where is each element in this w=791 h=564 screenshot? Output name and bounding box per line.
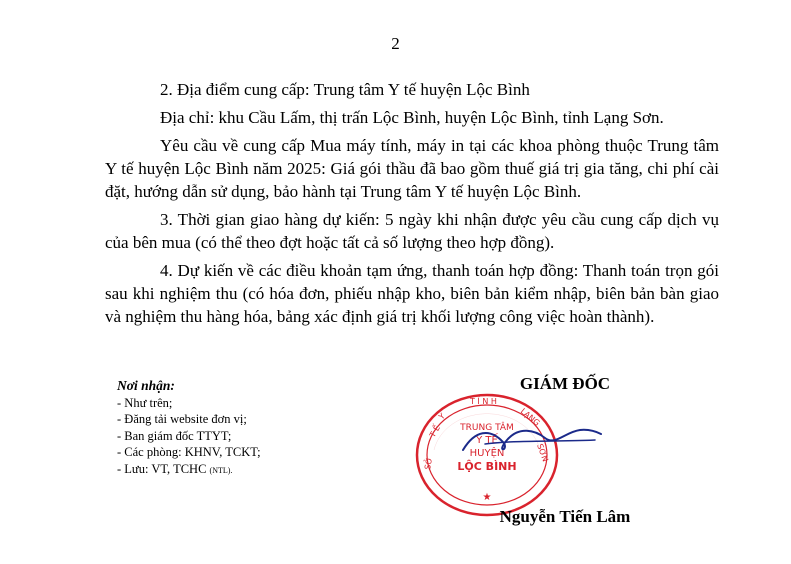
recipient-item: - Ban giám đốc TTYT; [117, 428, 232, 443]
svg-text:★: ★ [482, 492, 492, 503]
handwritten-signature [455, 420, 605, 460]
paragraph-payment-terms: 4. Dự kiến về các điều khoản tạm ứng, thanh toán hợp đồng: Thanh toán trọn gói sau khi nghiệm thu (có hóa đơn, phiếu nhập kho, biên bản kiểm nhập, biên bản bàn giao và nghiệm thu hàng hóa, bảng xác định giá trị khối lượng công việc hoàn thành). [105, 261, 719, 326]
paragraph-delivery-time: 3. Thời gian giao hàng dự kiến: 5 ngày khi nhận được yêu cầu cung cấp dịch vụ của bên mua (có thể theo đợt hoặc tất cả số lượng theo hợp đồng). [105, 210, 719, 252]
signer-title: GIÁM ĐỐC [519, 374, 611, 393]
recipient-archive-note: (NTL). [209, 465, 233, 475]
page-number: 2 [391, 34, 400, 53]
recipient-item-archive [117, 461, 377, 480]
svg-text:SỞ: SỞ [423, 456, 435, 471]
recipient-item: - Như trên; [117, 395, 173, 410]
recipient-item: - Đăng tải website đơn vị; [117, 412, 247, 426]
svg-text:Y: Y [437, 411, 447, 422]
stamp-line: HUYỆN [469, 448, 505, 459]
svg-text:LẠNG: LẠNG [518, 406, 542, 428]
svg-text:T Ỉ N H: T Ỉ N H [470, 397, 497, 406]
recipient-archive-text: - Lưu: VT, TCHC [117, 461, 207, 476]
paragraph-requirements: Yêu cầu về cung cấp Mua máy tính, máy in tại các khoa phòng thuộc Trung tâm Y tế huyện Lộc Bình năm 2025: Giá gói thầu đã bao gồm thuế giá trị gia tăng, chi phí cài đặt, hướng dẫn sử dụng, bảo hành tại Trung tâm Y tế huyện Lộc Bình. [105, 136, 719, 201]
recipient-item: - Các phòng: KHNV, TCKT; [117, 445, 261, 459]
svg-text:T Ế: T Ế [427, 423, 442, 439]
signer-name: Nguyễn Tiến Lâm [499, 507, 631, 526]
stamp-line: Y TẾ [476, 435, 498, 446]
stamp-line: TRUNG TÂM [460, 423, 514, 433]
recipients-heading: Nơi nhận: [117, 378, 175, 393]
paragraph-delivery-location: 2. Địa điểm cung cấp: Trung tâm Y tế huyện Lộc Bình [160, 80, 530, 99]
document-body [105, 78, 719, 333]
svg-text:SƠN: SƠN [535, 442, 550, 463]
recipients-block [117, 378, 377, 479]
paragraph-address: Địa chỉ: khu Cầu Lấm, thị trấn Lộc Bình, huyện Lộc Bình, tỉnh Lạng Sơn. [160, 108, 664, 127]
stamp-line: LỘC BÌNH [457, 460, 517, 473]
